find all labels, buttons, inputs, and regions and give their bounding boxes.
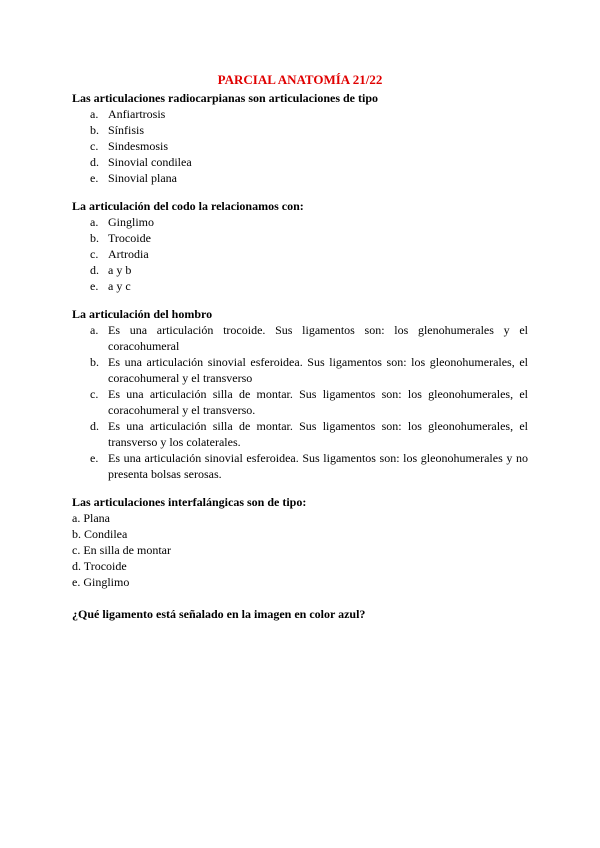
option: c. Sindesmosis <box>90 139 169 153</box>
option: a. Es una articulación trocoide. Sus ligamentos son: los glenohumerales y el coracohumeral <box>90 323 528 353</box>
option: a. Plana <box>72 511 110 525</box>
option: d. Es una articulación silla de montar. Sus ligamentos son: los gleonohumerales, el transverso y los colaterales. <box>90 419 528 449</box>
question-4-options <box>72 510 528 590</box>
question-3-options <box>72 322 528 482</box>
question-3: La articulación del hombro <box>72 307 213 321</box>
option: a. Ginglimo <box>90 215 155 229</box>
option: e. a y c <box>90 279 131 293</box>
question-2-options <box>72 214 528 294</box>
option: d. Sinovial condilea <box>90 155 192 169</box>
option: a. Anfiartrosis <box>90 107 166 121</box>
question-1-options <box>72 106 528 186</box>
option: b. Trocoide <box>90 231 151 245</box>
question-2: La articulación del codo la relacionamos con: <box>72 199 304 213</box>
option: c. Es una articulación silla de montar. Sus ligamentos son: los gleonohumerales, el coracohumeral y el transverso. <box>90 387 528 417</box>
option: d. a y b <box>90 263 132 277</box>
option: e. Sinovial plana <box>90 171 177 185</box>
option: e. Ginglimo <box>72 575 130 589</box>
option: c. Artrodia <box>90 247 149 261</box>
question-4: Las articulaciones interfalángicas son de tipo: <box>72 495 307 509</box>
page-title: PARCIAL ANATOMÍA 21/22 <box>217 72 383 87</box>
question-1: Las articulaciones radiocarpianas son articulaciones de tipo <box>72 91 378 105</box>
exam-content <box>72 90 528 622</box>
option: e. Es una articulación sinovial esferoidea. Sus ligamentos son: los gleonohumerales y no presenta bolsas serosas. <box>90 451 528 481</box>
question-5: ¿Qué ligamento está señalado en la imagen en color azul? <box>72 607 366 621</box>
option: b. Condilea <box>72 527 128 541</box>
option: d. Trocoide <box>72 559 127 573</box>
option: b. Sínfisis <box>90 123 145 137</box>
option: b. Es una articulación sinovial esferoidea. Sus ligamentos son: los gleonohumerales, el coracohumeral y el transverso <box>90 355 528 385</box>
option: c. En silla de montar <box>72 543 171 557</box>
